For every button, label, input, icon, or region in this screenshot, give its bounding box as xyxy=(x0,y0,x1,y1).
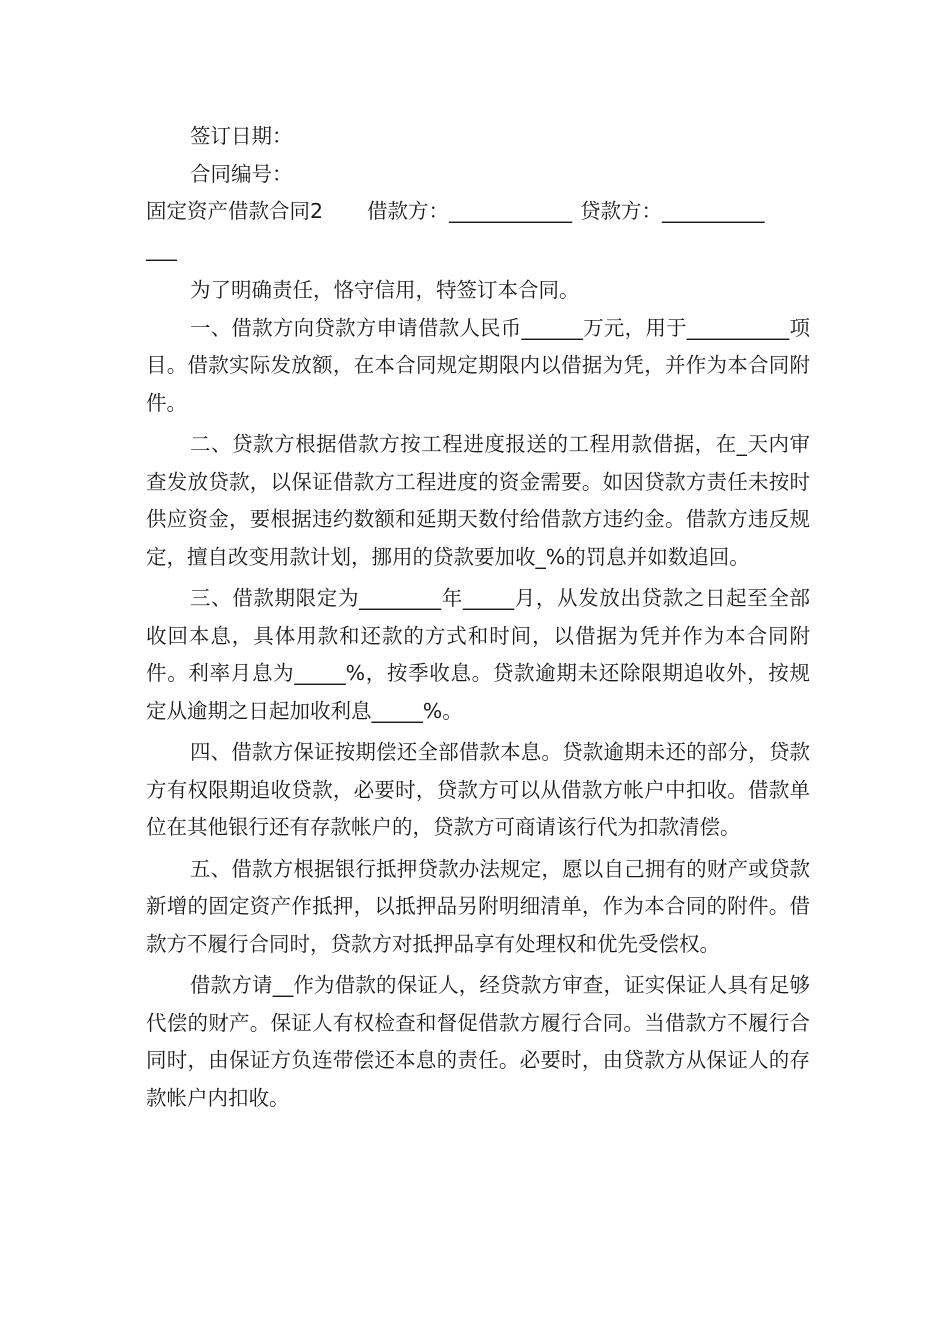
clause-1-paragraph: 一、借款方向贷款方申请借款人民币______万元，用于__________项目。借款实际发放额，在本合同规定期限内以借据为凭，并作为本合同附件。 xyxy=(146,315,810,415)
lender-field: 贷款方：__________ xyxy=(580,199,765,223)
clause-4-paragraph: 四、借款方保证按期偿还全部借款本息。贷款逾期未还的部分，贷款方有权限期追收贷款，必要时，贷款方可以从借款方帐户中扣收。借款单位在其他银行还有存款帐户的，贷款方可商请该行代为扣款清偿。 xyxy=(146,740,810,839)
preamble-paragraph: 为了明确责任，恪守信用，特签订本合同。 xyxy=(190,278,580,302)
lender-field-continuation: ___ xyxy=(146,236,177,261)
title-gap xyxy=(323,193,367,231)
borrower-field: 借款方：____________ xyxy=(367,199,573,223)
guarantor-paragraph: 借款方请__作为借款的保证人，经贷款方审查，证实保证人具有足够代偿的财产。保证人有权检查和督促借款方履行合同。当借款方不履行合同时，由保证方负连带偿还本息的责任。必要时，由贷款方从保证人的存款帐户内扣收。 xyxy=(146,973,810,1110)
clause-3-paragraph: 三、借款期限定为________年_____月，从发放出贷款之日起至全部收回本息，具体用款和还款的方式和时间，以借据为凭并作为本合同附件。利率月息为_____%，按季收息。贷款逾期未还除限期追收外，按规定从逾期之日起加收利息_____%。 xyxy=(146,586,810,723)
document-title: 固定资产借款合同2 xyxy=(146,199,324,223)
clause-5-paragraph: 五、借款方根据银行抵押贷款办法规定，愿以自己拥有的财产或贷款新增的固定资产作抵押，以抵押品另附明细清单，作为本合同的附件。借款方不履行合同时，贷款方对抵押品享有处理权和优先受偿权。 xyxy=(146,856,810,956)
contract-number-label: 合同编号： xyxy=(190,161,293,186)
clause-2-paragraph: 二、贷款方根据借款方按工程进度报送的工程用款借据，在_天内审查发放贷款，以保证借款方工程进度的资金需要。如因贷款方责任未按时供应资金，要根据违约数额和延期天数付给借款方违约金。借款方违反规定，擅自改变用款计划，挪用的贷款要加收_%的罚息并如数追回。 xyxy=(146,432,810,569)
document-body xyxy=(146,118,810,1117)
title-row xyxy=(146,193,810,231)
sign-date-label: 签订日期： xyxy=(190,124,293,148)
